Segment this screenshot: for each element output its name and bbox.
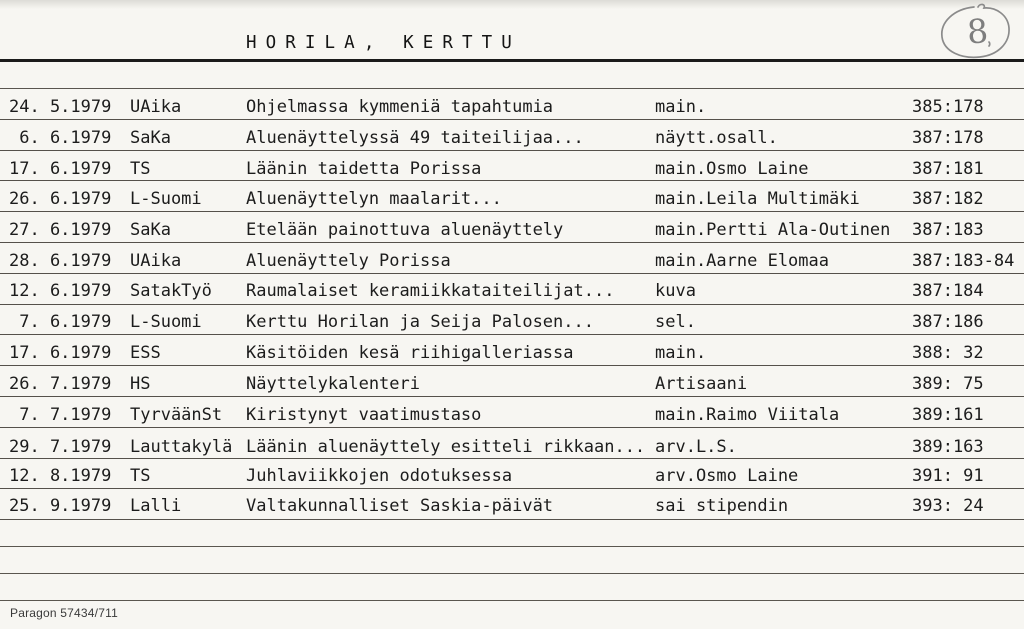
table-row — [0, 243, 1024, 274]
table-row — [0, 305, 1024, 336]
row-title-note — [246, 281, 696, 301]
row-date: 25. 9.1979 — [9, 496, 112, 517]
row-source: TS — [130, 159, 151, 180]
row-ref: 387:181 — [912, 159, 984, 180]
row-date: 7. 7.1979 — [9, 404, 112, 425]
row-source: TS — [130, 466, 151, 487]
page-number: 8 — [965, 11, 990, 52]
row-date: 12. 6.1979 — [9, 280, 112, 301]
row-source: TyrväänSt — [130, 404, 223, 425]
row-title-note — [246, 466, 798, 486]
card-imprint: Paragon 57434/711 — [10, 606, 118, 620]
row-title-note — [246, 159, 809, 179]
table-row — [0, 397, 1024, 428]
row-note: Artisaani — [655, 373, 748, 394]
row-source: L-Suomi — [130, 312, 202, 333]
empty-ruled-lines — [0, 520, 1024, 601]
row-ref: 387:178 — [912, 127, 984, 148]
row-title-note — [246, 496, 788, 516]
row-title-note — [246, 220, 890, 240]
entry-list — [0, 89, 1024, 520]
row-ref: 387:184 — [912, 280, 984, 301]
table-row — [0, 428, 1024, 459]
row-ref: 387:183-84 — [912, 250, 1015, 271]
card-header — [0, 0, 1024, 62]
row-source: SaKa — [130, 127, 171, 148]
row-note: sai stipendin — [655, 496, 789, 517]
table-row — [0, 120, 1024, 151]
row-date: 26. 7.1979 — [9, 373, 112, 394]
row-source: SaKa — [130, 219, 171, 240]
ruled-line — [0, 547, 1024, 574]
table-row — [0, 274, 1024, 305]
row-note: kuva — [655, 280, 696, 301]
row-source: UAika — [130, 96, 182, 117]
row-title: Läänin aluenäyttely esitteli rikkaan... — [246, 436, 646, 457]
row-note: main.Leila Multimäki — [655, 189, 860, 210]
row-note: arv.Osmo Laine — [655, 466, 799, 487]
table-row — [0, 489, 1024, 520]
row-note: main.Pertti Ala-Outinen — [655, 219, 891, 240]
row-title: Raumalaiset keramiikkataiteilijat... — [246, 280, 615, 301]
row-title: Aluenäyttelyn maalarit... — [246, 189, 502, 210]
row-note: main.Aarne Elomaa — [655, 250, 829, 271]
row-source: Lauttakylä — [130, 436, 233, 457]
row-date: 29. 7.1979 — [9, 436, 112, 457]
row-ref: 387:183 — [912, 219, 984, 240]
row-title: Käsitöiden kesä riihigalleriassa — [246, 343, 574, 364]
table-row — [0, 89, 1024, 120]
ruled-line — [0, 520, 1024, 547]
row-title: Aluenäyttely Porissa — [246, 250, 451, 271]
card-title: HORILA, KERTTU — [246, 33, 521, 53]
row-date: 28. 6.1979 — [9, 250, 112, 271]
table-row — [0, 335, 1024, 366]
row-title-note — [246, 405, 839, 425]
table-row — [0, 181, 1024, 212]
row-title-note — [246, 128, 778, 148]
row-note: main.Raimo Viitala — [655, 404, 840, 425]
row-date: 17. 6.1979 — [9, 343, 112, 364]
row-title: Kerttu Horilan ja Seija Palosen... — [246, 312, 594, 333]
row-title-note — [246, 343, 706, 363]
row-note: sel. — [655, 312, 696, 333]
row-ref: 387:182 — [912, 189, 984, 210]
row-date: 27. 6.1979 — [9, 219, 112, 240]
row-title: Läänin taidetta Porissa — [246, 159, 482, 180]
row-date: 7. 6.1979 — [9, 312, 112, 333]
row-title: Etelään painottuva aluenäyttely — [246, 219, 564, 240]
row-note: main. — [655, 96, 707, 117]
row-note: main. — [655, 343, 707, 364]
row-title-note — [246, 251, 829, 271]
row-ref: 388: 32 — [912, 343, 984, 364]
row-date: 26. 6.1979 — [9, 189, 112, 210]
row-source: Lalli — [130, 496, 182, 517]
row-title: Juhlaviikkojen odotuksessa — [246, 466, 513, 487]
table-row — [0, 151, 1024, 182]
row-ref: 389: 75 — [912, 373, 984, 394]
row-date: 6. 6.1979 — [9, 127, 112, 148]
row-title: Näyttelykalenteri — [246, 373, 420, 394]
row-title: Valtakunnalliset Saskia-päivät — [246, 496, 554, 517]
row-title-note — [246, 437, 737, 457]
table-row — [0, 366, 1024, 397]
row-title: Ohjelmassa kymmeniä tapahtumia — [246, 96, 554, 117]
row-ref: 387:186 — [912, 312, 984, 333]
row-title: Kiristynyt vaatimustaso — [246, 404, 482, 425]
row-ref: 389:163 — [912, 436, 984, 457]
table-row — [0, 459, 1024, 490]
row-ref: 391: 91 — [912, 466, 984, 487]
row-title-note — [246, 374, 747, 394]
row-title-note — [246, 189, 860, 209]
row-source: L-Suomi — [130, 189, 202, 210]
row-title-note — [246, 97, 706, 117]
row-ref: 385:178 — [912, 96, 984, 117]
row-source: UAika — [130, 250, 182, 271]
row-date: 17. 6.1979 — [9, 159, 112, 180]
row-note: näytt.osall. — [655, 127, 778, 148]
row-date: 12. 8.1979 — [9, 466, 112, 487]
row-ref: 393: 24 — [912, 496, 984, 517]
row-date: 24. 5.1979 — [9, 96, 112, 117]
row-title: Aluenäyttelyssä 49 taiteilijaa... — [246, 127, 584, 148]
ruled-line — [0, 574, 1024, 601]
row-source: ESS — [130, 343, 161, 364]
row-note: main.Osmo Laine — [655, 159, 809, 180]
row-note: arv.L.S. — [655, 436, 737, 457]
row-source: HS — [130, 373, 151, 394]
row-source: SatakTyö — [130, 280, 212, 301]
row-ref: 389:161 — [912, 404, 984, 425]
blank-ruled-band — [0, 62, 1024, 89]
row-title-note — [246, 312, 696, 332]
table-row — [0, 212, 1024, 243]
